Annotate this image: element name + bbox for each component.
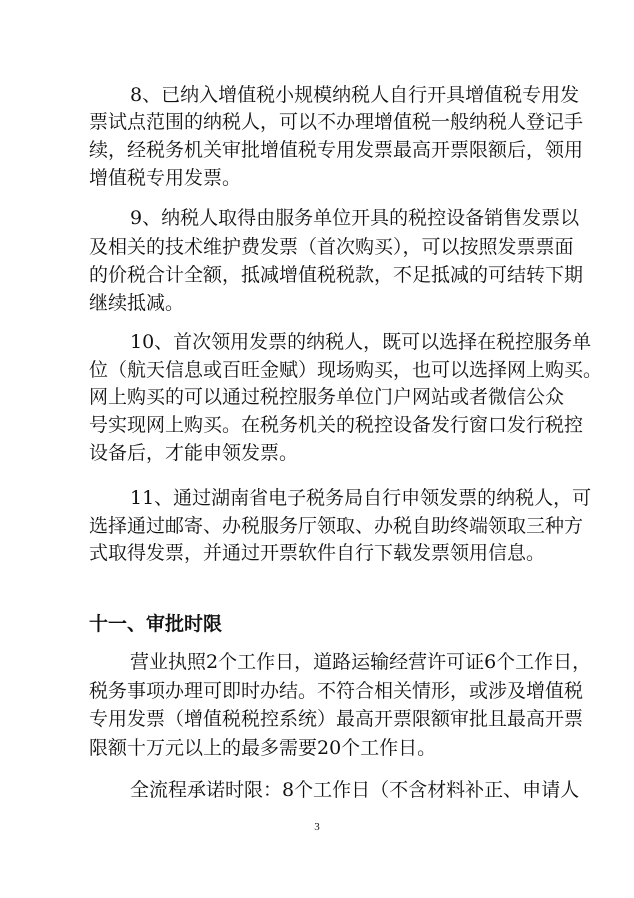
paragraph-8-line-3: 续，经税务机关审批增值税专用发票最高开票限额后，领用 [89,139,584,161]
section-paragraph-1-line-1: 营业执照2个工作日，道路运输经营许可证6个工作日， [130,651,592,673]
paragraph-10-line-1: 10、首次领用发票的纳税人，既可以选择在税控服务单 [130,331,592,353]
section-paragraph-1-line-4: 限额十万元以上的最多需要20个工作日。 [89,737,437,759]
page-number: 3 [314,821,320,833]
paragraph-9-line-4: 继续抵减。 [89,292,185,314]
paragraph-10-line-4: 号实现网上购买。在税务机关的税控设备发行窗口发行税控 [89,414,584,436]
paragraph-10-line-3: 网上购买的可以通过税控服务单位门户网站或者微信公众 [89,386,565,408]
paragraph-10-line-5: 设备后，才能申领发票。 [89,442,299,464]
paragraph-9-line-3: 的价税合计全额，抵减增值税税款，不足抵减的可结转下期 [89,264,584,286]
paragraph-10-line-2: 位（航天信息或百旺金赋）现场购买，也可以选择网上购买。 [89,359,603,381]
section-paragraph-2-line-1: 全流程承诺时限：8个工作日（不含材料补正、申请人 [130,779,580,801]
paragraph-8-line-2: 票试点范围的纳税人，可以不办理增值税一般纳税人登记手 [89,111,584,133]
paragraph-8-line-4: 增值税专用发票。 [89,167,242,189]
section-paragraph-1-line-2: 税务事项办理可即时办结。不符合相关情形，或涉及增值税 [89,680,584,702]
section-paragraph-1-line-3: 专用发票（增值税税控系统）最高开票限额审批且最高开票 [89,708,584,730]
paragraph-11-line-1: 11、通过湖南省电子税务局自行申领发票的纳税人，可 [130,487,592,509]
paragraph-9-line-1: 9、纳税人取得由服务单位开具的税控设备销售发票以 [130,207,580,229]
paragraph-11-line-2: 选择通过邮寄、办税服务厅领取、办税自助终端领取三种方 [89,515,584,537]
section-heading: 十一、审批时限 [89,613,223,635]
paragraph-11-line-3: 式取得发票，并通过开票软件自行下载发票领用信息。 [89,542,546,564]
paragraph-8-line-1: 8、已纳入增值税小规模纳税人自行开具增值税专用发 [130,84,580,106]
paragraph-9-line-2: 及相关的技术维护费发票（首次购买），可以按照发票票面 [89,236,574,258]
